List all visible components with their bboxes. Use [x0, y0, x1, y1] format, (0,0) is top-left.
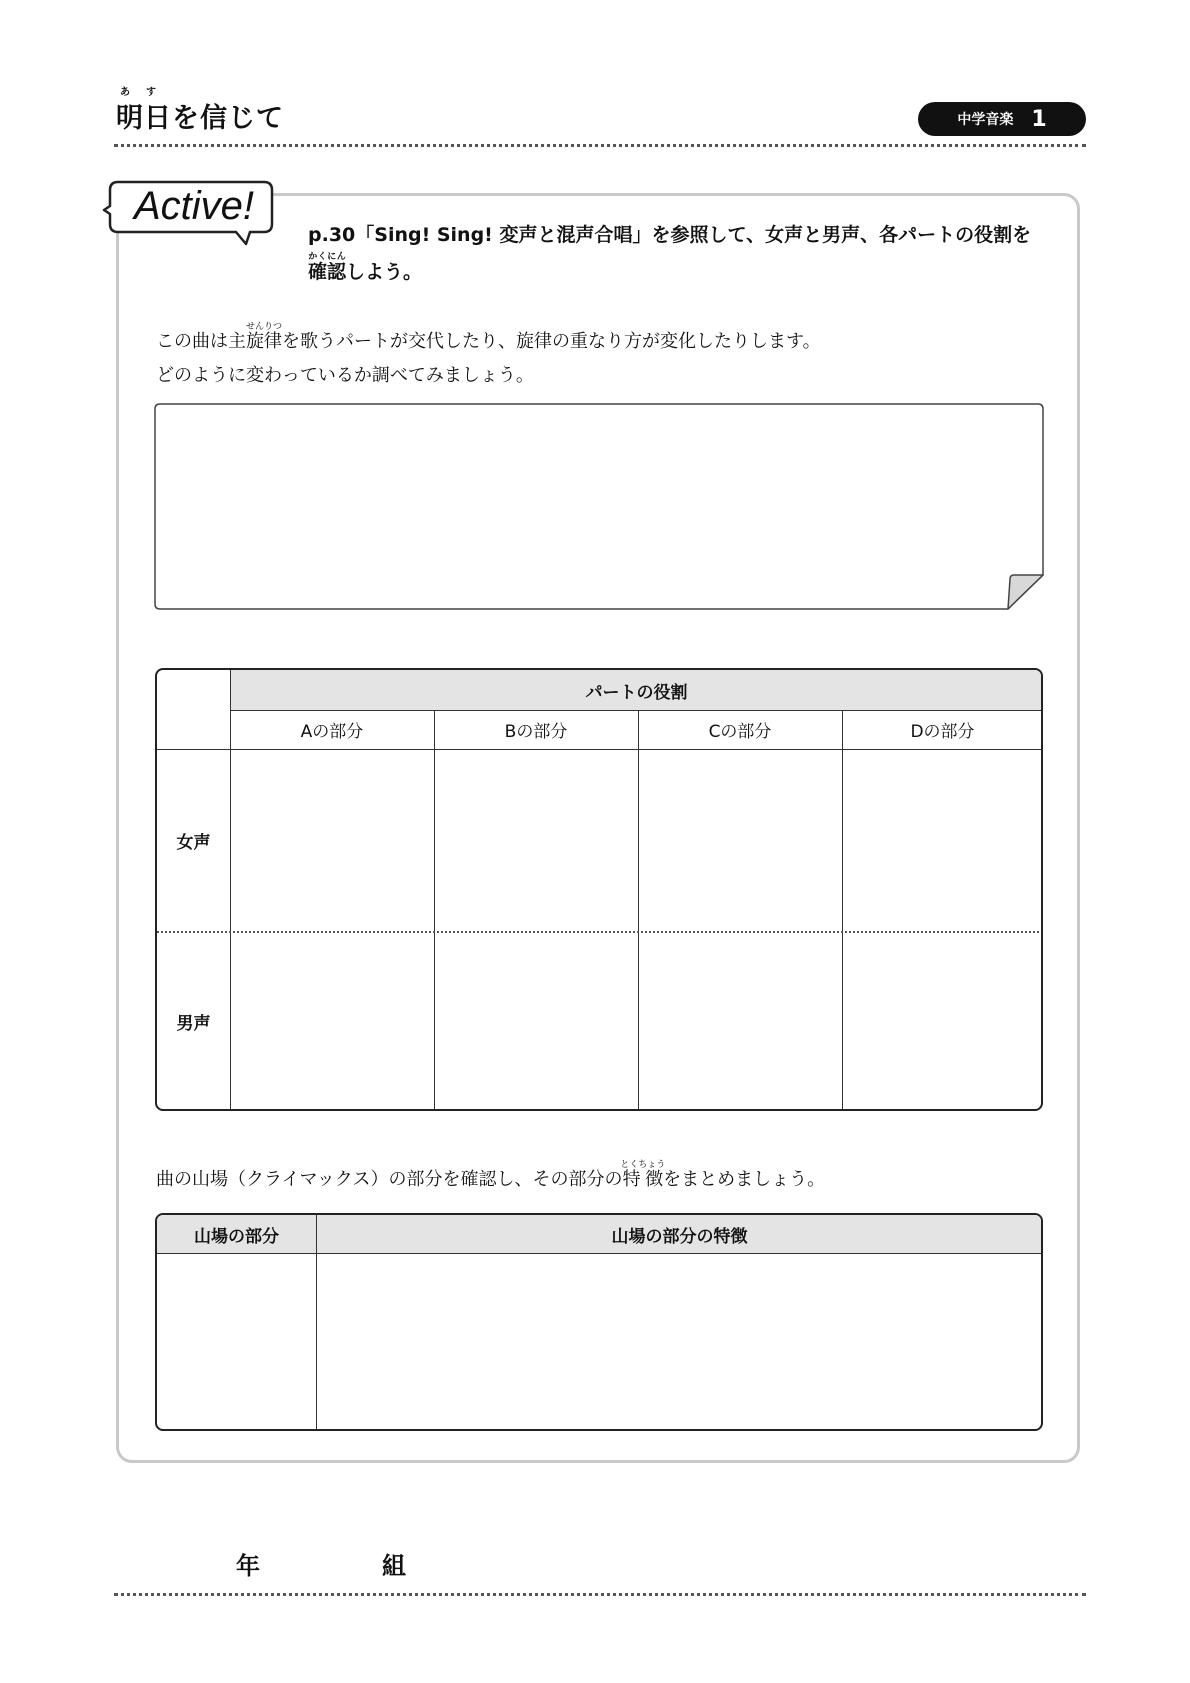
col-header-d: Dの部分 [910, 722, 975, 742]
title-ruby-su: す [146, 87, 157, 98]
kakunin-base: 確認 [308, 261, 347, 283]
folded-corner [1008, 575, 1043, 609]
tokuchou-ruby: とくちょう [620, 1160, 666, 1170]
cell-female-b[interactable] [434, 749, 638, 931]
active-bubble [100, 176, 280, 256]
cell-male-c[interactable] [638, 931, 842, 1111]
grid-line [842, 710, 843, 1111]
cell-climax-feature[interactable] [316, 1253, 1043, 1431]
badge-subject: 中学音楽 [957, 112, 1014, 128]
grid-line [316, 1215, 317, 1431]
cell-male-b[interactable] [434, 931, 638, 1111]
tokuchou-base: 特徴 [620, 1169, 666, 1190]
active-label: Active! [133, 184, 255, 228]
cell-female-c[interactable] [638, 749, 842, 931]
footer-divider [114, 1593, 1086, 1596]
row-divider-dotted [157, 931, 1043, 933]
col-header-climax-part: 山場の部分 [157, 1215, 316, 1253]
grid-line [638, 710, 639, 1111]
grid-line [434, 710, 435, 1111]
cell-female-d[interactable] [842, 749, 1043, 931]
instruction [308, 218, 1068, 289]
title-rest: を信じて [172, 103, 284, 134]
climax-table [155, 1213, 1043, 1431]
note-pre: 曲の山場（クライマックス）の部分を確認し、その部分の [156, 1169, 623, 1190]
senritsu-base: 旋律 [246, 331, 283, 352]
badge-number: 1 [1031, 106, 1047, 132]
subject-badge [918, 102, 1086, 136]
class-input[interactable] [290, 1548, 370, 1576]
name-input[interactable] [420, 1548, 1020, 1576]
question-text [156, 322, 1056, 393]
col-header-c: Cの部分 [708, 722, 772, 742]
row-header-male: 男声 [176, 1013, 211, 1034]
class-label: 組 [382, 1552, 406, 1580]
year-label: 年 [236, 1552, 260, 1580]
answer-box[interactable] [154, 403, 1044, 610]
page-title [116, 87, 284, 135]
kakunin-ruby: かくにん [308, 252, 347, 262]
header-divider [114, 144, 1086, 147]
col-header-climax-feature: 山場の部分の特徴 [316, 1215, 1043, 1253]
group-header-part-roles: パートの役割 [230, 670, 1043, 710]
cell-male-d[interactable] [842, 931, 1043, 1111]
instruction-line2-rest: しよう。 [346, 261, 423, 283]
question-line1 [156, 322, 1056, 359]
row-header-female: 女声 [176, 832, 211, 853]
grid-line [230, 710, 1043, 711]
col-header-a: Aの部分 [300, 722, 364, 742]
instruction-line1: p.30「Sing! Sing! 変声と混声合唱」を参照して、女声と男声、各パートの役割を [308, 224, 1032, 246]
question-line1-pre: この曲は主 [156, 331, 246, 352]
part-role-table [155, 668, 1043, 1111]
question-line2: どのように変わっているか調べてみましょう。 [156, 365, 534, 386]
question-line1-post: を歌うパートが交代したり、旋律の重なり方が変化したりします。 [282, 331, 821, 352]
cell-female-a[interactable] [230, 749, 434, 931]
senritsu-ruby: せんりつ [246, 322, 283, 332]
cell-male-a[interactable] [230, 931, 434, 1111]
cell-climax-part[interactable] [157, 1253, 316, 1431]
climax-instruction [156, 1160, 1056, 1197]
col-header-b: Bの部分 [504, 722, 568, 742]
note-post: をまとめましょう。 [663, 1169, 826, 1190]
title-asu [116, 87, 172, 135]
grid-line [157, 1253, 1043, 1254]
title-main-asu: 明日 [116, 103, 172, 134]
instruction-line2 [308, 252, 1068, 289]
grid-line [230, 670, 231, 1111]
grid-line [157, 749, 1043, 750]
title-ruby-a: あ [120, 87, 131, 98]
year-input[interactable] [152, 1548, 222, 1576]
